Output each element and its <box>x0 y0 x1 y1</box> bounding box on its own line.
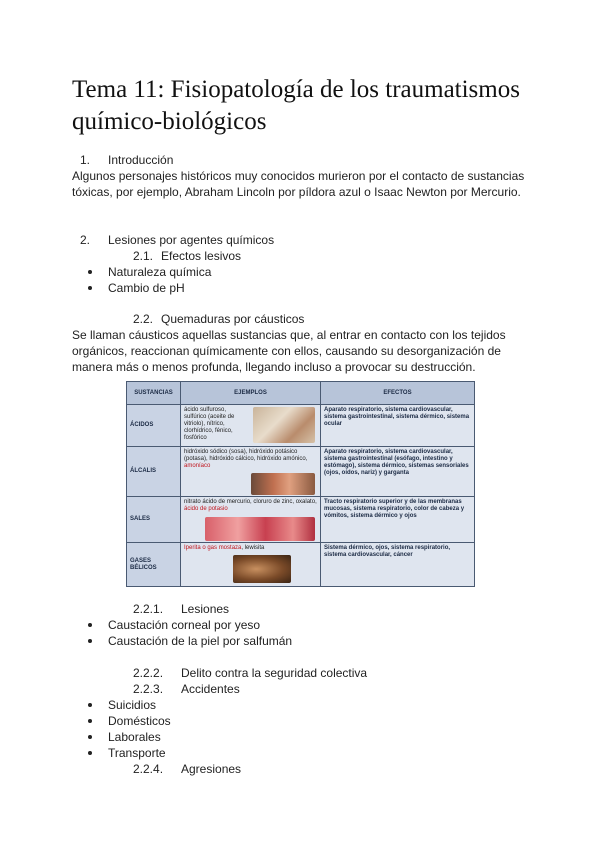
example-text-red: ácido de potasio <box>184 506 228 512</box>
page-title: Tema 11: Fisiopatología de los traumatismos químico-biológicos <box>72 76 520 135</box>
section-number: 2.2.2. <box>133 666 164 680</box>
section-number: 2.2. <box>133 312 154 326</box>
bullet-icon <box>88 735 92 739</box>
section-2-2-heading <box>133 311 305 327</box>
table-row <box>127 543 475 587</box>
example-cell <box>181 405 321 447</box>
section-2-2-2-heading <box>133 665 368 681</box>
example-text <box>184 545 317 552</box>
caustic-paragraph: Se llaman cáusticos aquellas sustancias que, al entrar en contacto con los tejidos orgánicos, reaccionan químicamente con ellos, causando su desorganización de manera más o menos profunda, llegando incluso a provocar su destrucción. <box>72 328 506 374</box>
table-header: EJEMPLOS <box>181 382 321 405</box>
section-2-2-3-heading <box>133 681 240 697</box>
list-item-text: Caustación de la piel por salfumán <box>108 634 293 648</box>
list-item-text: Caustación corneal por yeso <box>108 618 261 632</box>
table-header: EFECTOS <box>321 382 475 405</box>
list-item-text: Domésticos <box>108 714 171 728</box>
substance-cell: ÁLCALIS <box>127 447 181 497</box>
section-number: 2.1. <box>133 249 154 263</box>
list-item-text: Transporte <box>108 746 166 760</box>
section-number: 2.2.4. <box>133 762 164 776</box>
acid-burn-image <box>253 407 315 443</box>
bullet-icon <box>88 751 92 755</box>
section-title: Delito contra la seguridad colectiva <box>181 666 368 680</box>
example-text-plain: nitrato ácido de mercurio, cloruro de zinc, oxalato, <box>184 499 317 505</box>
section-title: Lesiones <box>181 602 230 616</box>
section-title: Agresiones <box>181 762 242 776</box>
table-row <box>127 405 475 447</box>
table-row <box>127 447 475 497</box>
substance-cell: GASES BÉLICOS <box>127 543 181 587</box>
example-text-red: amoníaco <box>184 463 211 469</box>
bullet-icon <box>88 719 92 723</box>
bullet-icon <box>88 623 92 627</box>
effect-cell: Sistema dérmico, ojos, sistema respiratorio, sistema cardiovascular, cáncer <box>321 543 475 587</box>
example-cell <box>181 447 321 497</box>
example-text <box>184 499 317 513</box>
section-number: 2. <box>80 233 91 247</box>
intro-paragraph: Algunos personajes históricos muy conocidos murieron por el contacto de sustancias tóxicas, por ejemplo, Abraham Lincoln por píldora azul o Isaac Newton por Mercurio. <box>72 169 525 199</box>
alkali-burn-image <box>251 473 315 495</box>
substance-cell: SALES <box>127 497 181 543</box>
bullet-icon <box>88 286 92 290</box>
example-cell <box>181 497 321 543</box>
example-text-red: Iperita o gas mostaza <box>184 545 242 551</box>
section-title: Accidentes <box>181 682 240 696</box>
section-title: Lesiones por agentes químicos <box>108 233 275 247</box>
section-2-2-1-heading <box>133 601 230 617</box>
list-item-text: Laborales <box>108 730 161 744</box>
example-text: ácido sulfuroso, sulfúrico (aceite de vitriolo), nítrico, clorhídrico, fénico, fosfórico <box>184 407 235 441</box>
list-item-text: Suicidios <box>108 698 157 712</box>
section-title: Efectos lesivos <box>161 249 242 263</box>
section-number: 2.2.3. <box>133 682 164 696</box>
bullet-icon <box>88 639 92 643</box>
example-text-plain: , lewisita <box>241 545 265 551</box>
section-number: 1. <box>80 153 91 167</box>
table-row <box>127 497 475 543</box>
bullet-icon <box>88 703 92 707</box>
caustics-table <box>126 381 475 587</box>
section-2-heading <box>80 232 275 248</box>
section-number: 2.2.1. <box>133 602 164 616</box>
list-item-text: Naturaleza química <box>108 265 212 279</box>
section-1-heading <box>80 152 174 168</box>
section-title: Quemaduras por cáusticos <box>161 312 305 326</box>
table-header: SUSTANCIAS <box>127 382 181 405</box>
effect-cell: Aparato respiratorio, sistema cardiovascular, sistema gastrointestinal, sistema dérmico, sistema ocular <box>321 405 475 447</box>
salt-burn-image <box>205 517 315 541</box>
example-cell <box>181 543 321 587</box>
example-text <box>184 449 317 470</box>
bullet-icon <box>88 270 92 274</box>
example-text-plain: hidróxido sódico (sosa), hidróxido potásico (potasa), hidróxido cálcico, hidróxido amónico, <box>184 449 308 462</box>
effect-cell: Aparato respiratorio, sistema cardiovascular, sistema gastrointestinal (esófago, intestino y estómago), sistema dérmico, sistemas sensoriales (ojos, oídos, nariz) y garganta <box>321 447 475 497</box>
effect-cell: Tracto respiratorio superior y de las membranas mucosas, sistema respiratorio, color de cabeza y vómitos, sistema dérmico y ojos <box>321 497 475 543</box>
mustard-gas-burn-image <box>233 555 291 583</box>
section-2-1-heading <box>133 248 242 264</box>
table-header-row <box>127 382 475 405</box>
section-2-2-4-heading <box>133 761 242 777</box>
substance-cell: ÁCIDOS <box>127 405 181 447</box>
list-item-text: Cambio de pH <box>108 281 185 295</box>
section-title: Introducción <box>108 153 174 167</box>
